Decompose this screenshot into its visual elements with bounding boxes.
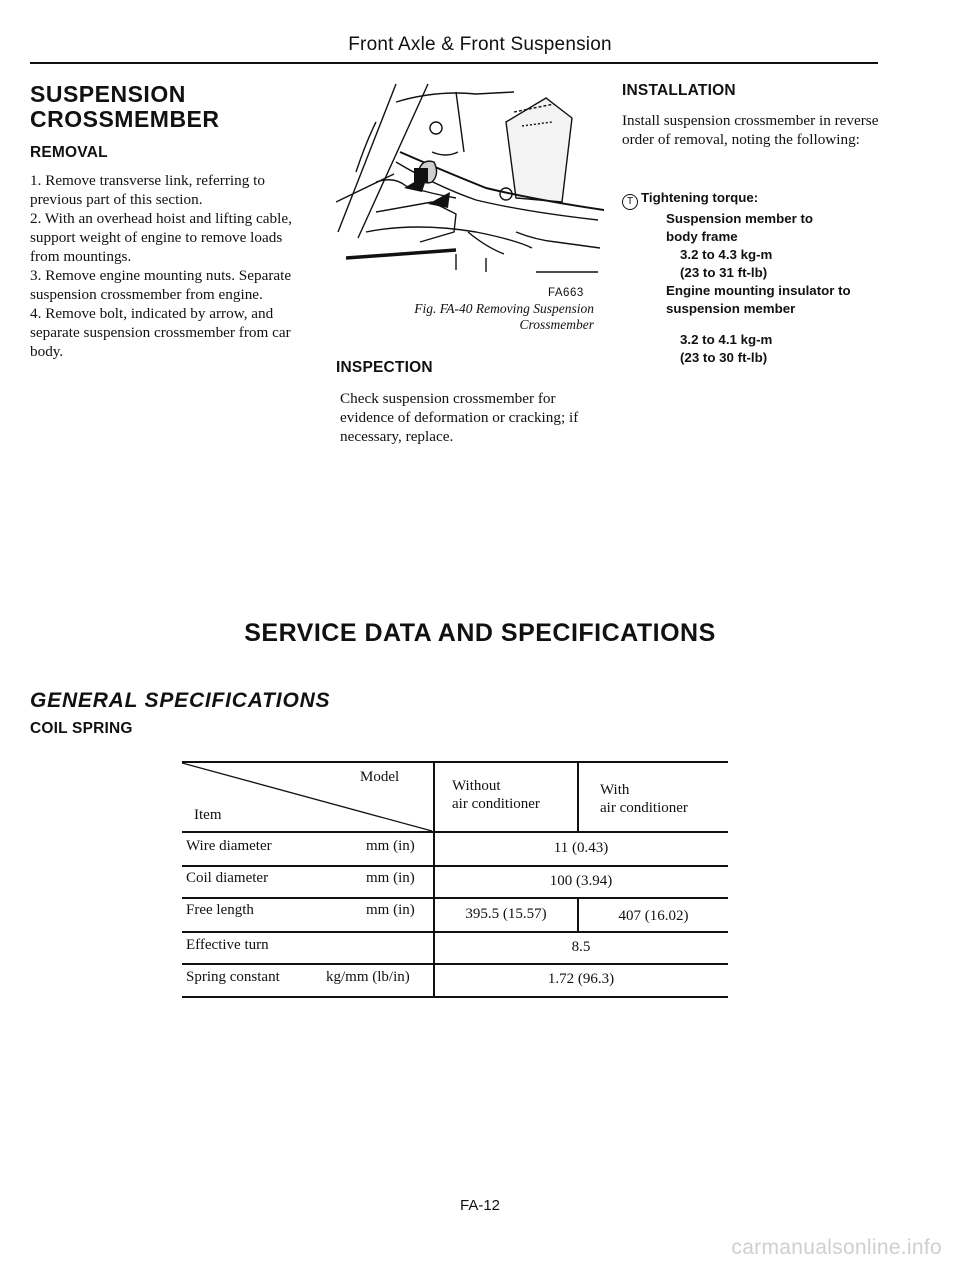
torque-label-row (622, 189, 892, 210)
inspection-heading: INSPECTION (336, 359, 433, 376)
table-header-model: Model (360, 769, 400, 785)
table-cell-value-without: 395.5 (15.57) (465, 906, 547, 922)
torque-label: Tightening torque: (641, 190, 759, 205)
removal-step-1: 1. Remove transverse link, referring to previous part of this section. (30, 172, 265, 208)
table-cell-item: Coil diameter (186, 870, 269, 886)
table-cell-value: 100 (3.94) (549, 873, 613, 889)
removal-step-2: 2. With an overhead hoist and lifting cable, support weight of engine to remove loads from mountings. (30, 210, 292, 265)
tightening-torque-block (622, 189, 892, 367)
removal-step-4: 4. Remove bolt, indicated by arrow, and separate suspension crossmember from car body. (30, 305, 291, 360)
watermark: carmanualsonline.info (731, 1236, 942, 1259)
header-rule (30, 62, 878, 64)
installation-heading: INSTALLATION (622, 82, 736, 99)
torque-item1-value-kgm: 3.2 to 4.3 kg-m (680, 247, 773, 262)
table-cell-unit: mm (in) (366, 838, 415, 854)
coil-spring-table (182, 761, 728, 997)
torque-item1-value-ftlb: (23 to 31 ft-lb) (680, 265, 768, 280)
table-cell-unit: kg/mm (lb/in) (326, 969, 410, 985)
table-cell-item: Wire diameter (186, 838, 272, 854)
table-header-without-line2: air conditioner (452, 796, 540, 812)
table-header-item: Item (194, 807, 222, 823)
table-cell-unit: mm (in) (366, 870, 415, 886)
coil-spring-heading: COIL SPRING (30, 720, 133, 737)
suspension-crossmember-drawing (336, 82, 604, 282)
table-divider (577, 761, 579, 831)
figure-caption-line2: Crossmember (519, 317, 594, 332)
inspection-text: Check suspension crossmember for evidence of deformation or cracking; if necessary, replace. (340, 390, 579, 445)
service-data-title: SERVICE DATA AND SPECIFICATIONS (244, 619, 716, 647)
table-header-with-line1: With (600, 782, 630, 798)
torque-item2-label-line2: suspension member (666, 301, 796, 316)
table-row-rule (182, 931, 728, 933)
circled-t-icon: T (622, 194, 638, 210)
table-row-rule (182, 865, 728, 867)
table-cell-item: Spring constant (186, 969, 280, 985)
torque-item2-value-ftlb: (23 to 30 ft-lb) (680, 350, 768, 365)
section-title-line1: SUSPENSION (30, 81, 186, 107)
removal-heading: REMOVAL (30, 144, 108, 161)
table-bottom-rule (182, 996, 728, 998)
table-header-without-line1: Without (452, 778, 501, 794)
torque-item1-label-line1: Suspension member to (666, 211, 814, 226)
table-cell-item: Free length (186, 902, 254, 918)
torque-item2-value-kgm: 3.2 to 4.1 kg-m (680, 332, 773, 347)
figure-illustration (336, 82, 604, 282)
figure-code: FA663 (548, 287, 584, 299)
page-number: FA-12 (459, 1197, 501, 1214)
table-header-without (452, 777, 540, 813)
running-head: Front Axle & Front Suspension (348, 34, 612, 55)
table-cell-value-with: 407 (16.02) (618, 908, 689, 924)
torque-item2-label-line1: Engine mounting insulator to (666, 283, 851, 298)
removal-step-3: 3. Remove engine mounting nuts. Separate suspension crossmember from engine. (30, 267, 292, 303)
table-cell-value: 1.72 (96.3) (547, 971, 615, 987)
table-row-rule (182, 897, 728, 899)
table-header-with (600, 781, 688, 817)
section-title (30, 82, 220, 132)
removal-steps (30, 171, 310, 361)
table-cell-unit: mm (in) (366, 902, 415, 918)
table-cell-value: 11 (0.43) (553, 840, 609, 856)
torque-item1-label-line2: body frame (666, 229, 738, 244)
figure-caption-line1: Fig. FA-40 Removing Suspension (414, 301, 594, 316)
section-title-line2: CROSSMEMBER (30, 106, 220, 132)
table-header-with-line2: air conditioner (600, 800, 688, 816)
figure-caption (340, 301, 594, 333)
table-cell-value: 8.5 (571, 939, 591, 955)
installation-text: Install suspension crossmember in reverse order of removal, noting the following: (622, 112, 879, 148)
table-row-rule (182, 963, 728, 965)
general-specifications-heading: GENERAL SPECIFICATIONS (30, 689, 331, 712)
table-cell-item: Effective turn (186, 937, 269, 953)
